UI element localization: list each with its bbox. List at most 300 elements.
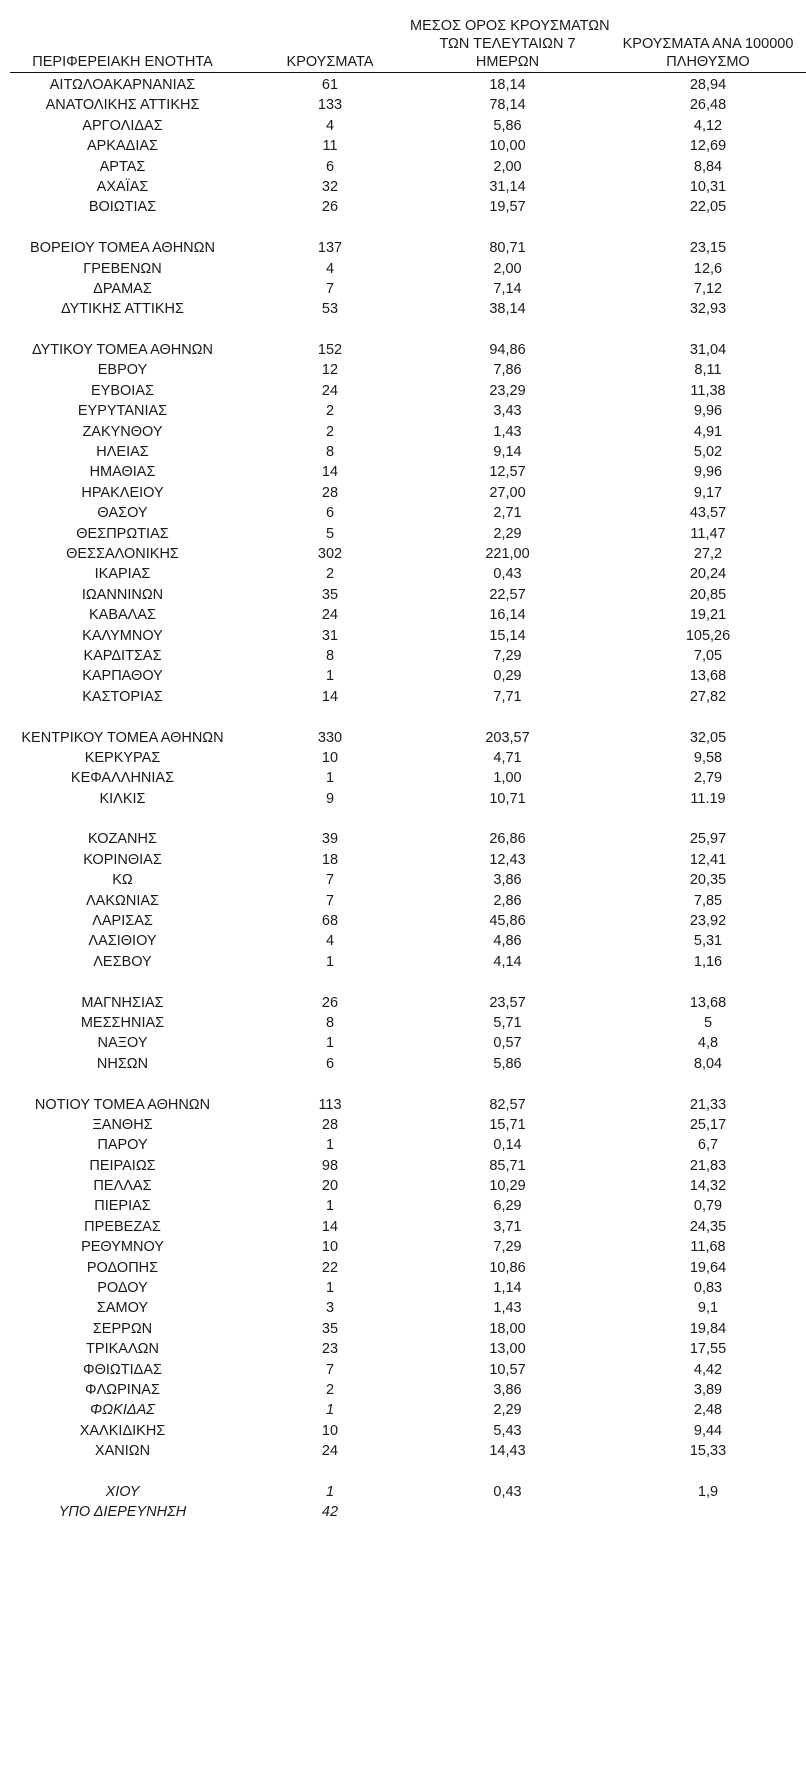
per-100000-cell: 15,33 bbox=[689, 1443, 727, 1460]
region-name-cell: ΚΑΡΔΙΤΣΑΣ bbox=[83, 647, 162, 664]
cases-cell: 4 bbox=[325, 933, 335, 950]
table-row bbox=[10, 1400, 806, 1420]
cases-cell: 1 bbox=[325, 668, 335, 685]
average-cell: 7,29 bbox=[493, 1239, 522, 1256]
cases-cell: 4 bbox=[325, 117, 335, 134]
table-row bbox=[10, 1380, 806, 1400]
cases-cell: 53 bbox=[321, 301, 339, 318]
cases-cell: 11 bbox=[322, 138, 338, 155]
per-100000-cell: 27,2 bbox=[693, 545, 723, 562]
table-row bbox=[10, 829, 806, 849]
cases-cell: 7 bbox=[325, 892, 335, 909]
cases-cell: 2 bbox=[325, 423, 335, 440]
table-row bbox=[10, 75, 806, 95]
region-name-cell: ΠΡΕΒΕΖΑΣ bbox=[84, 1218, 161, 1235]
cases-cell: 152 bbox=[317, 342, 343, 359]
region-name-cell: ΣΑΜΟΥ bbox=[96, 1300, 149, 1317]
table-row bbox=[10, 381, 806, 401]
cases-cell: 14 bbox=[321, 1218, 339, 1235]
per-100000-cell: 7,85 bbox=[693, 892, 723, 909]
region-name-cell: ΑΙΤΩΛΟΑΚΑΡΝΑΝΙΑΣ bbox=[49, 77, 196, 93]
per-100000-cell: 1,16 bbox=[693, 953, 723, 970]
region-name-cell: ΚΑΛΥΜΝΟΥ bbox=[82, 627, 163, 644]
table-row bbox=[10, 850, 806, 870]
header-cases bbox=[245, 53, 415, 71]
per-100000-cell: 28,94 bbox=[689, 77, 727, 93]
average-cell: 5,43 bbox=[493, 1422, 522, 1439]
region-name-cell: ΛΑΣΙΘΙΟΥ bbox=[88, 933, 157, 950]
per-100000-cell: 19,64 bbox=[689, 1259, 727, 1276]
table-row bbox=[10, 870, 806, 890]
average-cell: 45,86 bbox=[489, 913, 526, 930]
cases-cell: 8 bbox=[325, 444, 335, 461]
header-cases-label: ΚΡΟΥΣΜΑΤΑ bbox=[286, 54, 374, 70]
per-100000-cell: 10,31 bbox=[689, 178, 727, 195]
table-row bbox=[10, 1237, 806, 1257]
table-row bbox=[10, 197, 806, 217]
average-cell: 203,57 bbox=[485, 729, 530, 746]
header-per-100000 bbox=[608, 35, 806, 71]
per-100000-cell: 25,17 bbox=[689, 1116, 727, 1133]
cases-cell: 23 bbox=[321, 1341, 339, 1358]
cases-cell: 2 bbox=[325, 1382, 335, 1398]
table-row bbox=[10, 1339, 806, 1359]
table-row bbox=[10, 544, 806, 564]
average-cell: 38,14 bbox=[489, 301, 526, 318]
table-row bbox=[10, 442, 806, 462]
region-name-cell: ΙΩΑΝΝΙΝΩΝ bbox=[81, 586, 164, 603]
per-100000-cell: 7,12 bbox=[693, 280, 723, 297]
per-100000-cell: 6,7 bbox=[697, 1137, 719, 1154]
cases-cell: 7 bbox=[325, 872, 335, 889]
per-100000-cell: 9,96 bbox=[693, 464, 723, 481]
region-name-cell: ΜΕΣΣΗΝΙΑΣ bbox=[80, 1014, 165, 1031]
table-row bbox=[10, 360, 806, 380]
table-row bbox=[10, 177, 806, 197]
region-name-cell: ΦΩΚΙΔΑΣ bbox=[90, 1402, 155, 1419]
region-name-cell: ΑΝΑΤΟΛΙΚΗΣ ΑΤΤΙΚΗΣ bbox=[45, 97, 200, 114]
cases-cell: 9 bbox=[325, 790, 335, 807]
per-100000-cell: 13,68 bbox=[689, 994, 727, 1011]
average-cell: 0,43 bbox=[493, 1483, 522, 1500]
region-name-cell: ΘΕΣΣΑΛΟΝΙΚΗΣ bbox=[66, 545, 179, 562]
average-cell: 4,71 bbox=[493, 749, 522, 766]
average-cell: 14,43 bbox=[489, 1443, 526, 1460]
table-row bbox=[10, 931, 806, 951]
table-row bbox=[10, 157, 806, 177]
cases-cell: 1 bbox=[325, 1198, 335, 1215]
average-cell: 18,00 bbox=[489, 1320, 526, 1337]
per-100000-cell: 12,6 bbox=[693, 260, 723, 277]
cases-cell: 1 bbox=[325, 1035, 335, 1052]
region-name-cell: ΞΑΝΘΗΣ bbox=[92, 1116, 153, 1133]
table-row bbox=[10, 401, 806, 421]
table-row bbox=[10, 1095, 806, 1115]
table-row bbox=[10, 1421, 806, 1441]
table-row bbox=[10, 646, 806, 666]
header-region-label: ΠΕΡΙΦΕΡΕΙΑΚΗ ΕΝΟΤΗΤΑ bbox=[32, 54, 213, 70]
table-row bbox=[10, 789, 806, 809]
region-name-cell: ΚΩ bbox=[112, 872, 133, 889]
per-100000-cell: 23,15 bbox=[689, 240, 727, 257]
average-cell: 13,00 bbox=[489, 1341, 526, 1358]
table-row bbox=[10, 911, 806, 931]
average-cell: 16,14 bbox=[489, 607, 526, 624]
table-row bbox=[10, 993, 806, 1013]
cases-cell: 133 bbox=[317, 97, 343, 114]
table-row bbox=[10, 564, 806, 584]
region-name-cell: ΑΡΤΑΣ bbox=[99, 158, 146, 175]
cases-cell: 20 bbox=[321, 1178, 339, 1195]
per-100000-cell: 20,35 bbox=[689, 872, 727, 889]
region-name-cell: ΡΕΘΥΜΝΟΥ bbox=[81, 1239, 164, 1256]
table-row bbox=[10, 1196, 806, 1216]
average-cell: 10,57 bbox=[489, 1361, 526, 1378]
region-name-cell: ΠΑΡΟΥ bbox=[97, 1137, 148, 1154]
region-name-cell: ΝΗΣΩΝ bbox=[96, 1055, 149, 1072]
region-name-cell: ΚΕΡΚΥΡΑΣ bbox=[84, 749, 161, 766]
per-100000-cell: 8,11 bbox=[694, 362, 722, 379]
region-name-cell: ΤΡΙΚΑΛΩΝ bbox=[86, 1341, 159, 1358]
cases-cell: 26 bbox=[321, 994, 339, 1011]
per-100000-cell: 9,1 bbox=[697, 1300, 719, 1317]
region-name-cell: ΚΑΣΤΟΡΙΑΣ bbox=[82, 688, 163, 705]
header-avg-line3: ΗΜΕΡΩΝ bbox=[475, 54, 540, 70]
region-name-cell: ΧΑΛΚΙΔΙΚΗΣ bbox=[79, 1422, 166, 1439]
header-region bbox=[10, 53, 235, 71]
cases-cell: 14 bbox=[321, 464, 339, 481]
average-cell: 3,43 bbox=[493, 403, 522, 420]
average-cell: 5,71 bbox=[493, 1014, 522, 1031]
average-cell: 0,57 bbox=[493, 1035, 522, 1052]
cases-cell: 4 bbox=[325, 260, 335, 277]
per-100000-cell: 11,38 bbox=[690, 382, 726, 399]
region-name-cell: ΔΥΤΙΚΗΣ ΑΤΤΙΚΗΣ bbox=[61, 301, 184, 318]
region-name-cell: ΠΕΛΛΑΣ bbox=[93, 1178, 152, 1195]
per-100000-cell: 23,92 bbox=[689, 913, 727, 930]
region-name-cell: ΝΑΞΟΥ bbox=[97, 1035, 148, 1052]
cases-cell: 137 bbox=[317, 240, 343, 257]
average-cell: 3,86 bbox=[493, 872, 522, 889]
header-per-line2: ΠΛΗΘΥΣΜΟ bbox=[666, 54, 750, 70]
average-cell: 10,71 bbox=[489, 790, 526, 807]
average-cell: 22,57 bbox=[489, 586, 526, 603]
table-row bbox=[10, 1176, 806, 1196]
average-cell: 2,00 bbox=[493, 158, 522, 175]
cases-cell: 68 bbox=[321, 913, 339, 930]
average-cell: 19,57 bbox=[489, 199, 526, 216]
table-row bbox=[10, 1217, 806, 1237]
per-100000-cell: 7,05 bbox=[693, 647, 723, 664]
table-row bbox=[10, 1033, 806, 1053]
average-cell: 12,57 bbox=[489, 464, 526, 481]
region-name-cell: ΦΛΩΡΙΝΑΣ bbox=[85, 1382, 160, 1398]
region-name-cell: ΛΑΡΙΣΑΣ bbox=[92, 913, 153, 930]
region-name-cell: ΗΡΑΚΛΕΙΟΥ bbox=[81, 484, 164, 501]
per-100000-cell: 1,9 bbox=[697, 1483, 719, 1500]
table-row bbox=[10, 952, 806, 972]
table-row bbox=[10, 1441, 806, 1461]
cases-cell: 10 bbox=[321, 1422, 339, 1439]
average-cell: 221,00 bbox=[485, 545, 530, 562]
table-row bbox=[10, 891, 806, 911]
cases-cell: 28 bbox=[321, 484, 339, 501]
average-cell: 0,43 bbox=[493, 566, 522, 583]
region-name-cell: ΑΡΚΑΔΙΑΣ bbox=[86, 138, 159, 155]
average-cell: 2,71 bbox=[493, 505, 522, 522]
cases-cell: 31 bbox=[321, 627, 339, 644]
cases-cell: 3 bbox=[325, 1300, 335, 1317]
table-row bbox=[10, 1319, 806, 1339]
average-cell: 0,29 bbox=[493, 668, 522, 685]
per-100000-cell: 105,26 bbox=[685, 627, 731, 644]
table-row bbox=[10, 259, 806, 279]
average-cell: 2,00 bbox=[493, 260, 522, 277]
region-name-cell: ΔΥΤΙΚΟΥ ΤΟΜΕΑ ΑΘΗΝΩΝ bbox=[31, 342, 213, 359]
region-name-cell: ΙΚΑΡΙΑΣ bbox=[94, 566, 151, 583]
average-cell: 5,86 bbox=[493, 117, 522, 134]
per-100000-cell: 26,48 bbox=[689, 97, 727, 114]
average-cell: 15,71 bbox=[489, 1116, 526, 1133]
per-100000-cell: 24,35 bbox=[689, 1218, 727, 1235]
cases-cell: 330 bbox=[317, 729, 343, 746]
table-row bbox=[10, 136, 806, 156]
region-name-cell: ΒΟΙΩΤΙΑΣ bbox=[88, 199, 157, 216]
region-name-cell: ΧΑΝΙΩΝ bbox=[94, 1443, 151, 1460]
table-row bbox=[10, 340, 806, 360]
table-row bbox=[10, 1502, 806, 1522]
table-row bbox=[10, 728, 806, 748]
per-100000-cell: 22,05 bbox=[689, 199, 727, 216]
average-cell: 6,29 bbox=[493, 1198, 522, 1215]
per-100000-cell: 17,55 bbox=[689, 1341, 727, 1358]
table-row bbox=[10, 116, 806, 136]
cases-cell: 24 bbox=[321, 1443, 339, 1460]
average-cell: 80,71 bbox=[489, 240, 526, 257]
cases-cell: 98 bbox=[321, 1157, 339, 1174]
table-row bbox=[10, 605, 806, 625]
per-100000-cell: 8,84 bbox=[693, 158, 723, 175]
table-row bbox=[10, 1360, 806, 1380]
per-100000-cell: 4,91 bbox=[693, 423, 723, 440]
average-cell: 1,00 bbox=[493, 770, 522, 787]
average-cell: 1,14 bbox=[493, 1280, 522, 1297]
per-100000-cell: 4,12 bbox=[693, 117, 723, 134]
average-cell: 82,57 bbox=[489, 1096, 526, 1113]
table-row bbox=[10, 666, 806, 686]
per-100000-cell: 9,96 bbox=[693, 403, 723, 420]
region-name-cell: ΜΑΓΝΗΣΙΑΣ bbox=[81, 994, 164, 1011]
region-name-cell: ΑΧΑΪΑΣ bbox=[96, 178, 149, 195]
region-name-cell: ΔΡΑΜΑΣ bbox=[93, 280, 152, 297]
table-row bbox=[10, 1013, 806, 1033]
average-cell: 2,29 bbox=[493, 525, 522, 542]
average-cell: 7,71 bbox=[493, 688, 522, 705]
table-row bbox=[10, 1135, 806, 1155]
table-row bbox=[10, 1278, 806, 1298]
per-100000-cell: 4,42 bbox=[693, 1361, 723, 1378]
cases-cell: 26 bbox=[321, 199, 339, 216]
average-cell: 5,86 bbox=[493, 1055, 522, 1072]
header-7day-average bbox=[410, 17, 610, 71]
region-name-cell: ΕΒΡΟΥ bbox=[97, 362, 148, 379]
per-100000-cell: 9,44 bbox=[693, 1422, 723, 1439]
region-name-cell: ΚΕΝΤΡΙΚΟΥ ΤΟΜΕΑ ΑΘΗΝΩΝ bbox=[21, 729, 224, 746]
cases-cell: 1 bbox=[325, 1483, 335, 1500]
average-cell: 23,57 bbox=[489, 994, 526, 1011]
cases-cell: 1 bbox=[325, 1280, 335, 1297]
region-name-cell: ΛΑΚΩΝΙΑΣ bbox=[85, 892, 159, 909]
average-cell: 7,14 bbox=[493, 280, 522, 297]
cases-cell: 24 bbox=[321, 382, 339, 399]
region-name-cell: ΛΕΣΒΟΥ bbox=[93, 953, 152, 970]
cases-cell: 18 bbox=[321, 851, 339, 868]
average-cell: 18,14 bbox=[489, 77, 526, 93]
per-100000-cell: 14,32 bbox=[689, 1178, 727, 1195]
table-row bbox=[10, 585, 806, 605]
average-cell: 1,43 bbox=[493, 423, 522, 440]
table-row bbox=[10, 626, 806, 646]
region-name-cell: ΗΛΕΙΑΣ bbox=[96, 444, 149, 461]
average-cell: 4,86 bbox=[493, 933, 522, 950]
cases-table bbox=[10, 12, 806, 1523]
average-cell: 2,86 bbox=[493, 892, 522, 909]
region-name-cell: ΘΕΣΠΡΩΤΙΑΣ bbox=[76, 525, 169, 542]
cases-cell: 113 bbox=[318, 1096, 342, 1113]
per-100000-cell: 0,83 bbox=[693, 1280, 723, 1297]
average-cell: 10,29 bbox=[489, 1178, 526, 1195]
per-100000-cell: 13,68 bbox=[689, 668, 727, 685]
table-row bbox=[10, 768, 806, 788]
per-100000-cell: 20,85 bbox=[689, 586, 727, 603]
per-100000-cell: 12,69 bbox=[689, 138, 727, 155]
cases-cell: 22 bbox=[321, 1259, 339, 1276]
region-name-cell: ΕΥΒΟΙΑΣ bbox=[91, 382, 154, 399]
table-row bbox=[10, 1258, 806, 1278]
per-100000-cell: 5,02 bbox=[693, 444, 723, 461]
average-cell: 0,14 bbox=[493, 1137, 522, 1154]
header-per-line1: ΚΡΟΥΣΜΑΤΑ ΑΝΑ 100000 bbox=[622, 36, 794, 52]
table-row bbox=[10, 1156, 806, 1176]
cases-cell: 1 bbox=[325, 770, 335, 787]
average-cell: 23,29 bbox=[489, 382, 526, 399]
region-name-cell: ΚΕΦΑΛΛΗΝΙΑΣ bbox=[70, 770, 175, 787]
table-row bbox=[10, 462, 806, 482]
cases-cell: 6 bbox=[325, 1055, 335, 1072]
table-row bbox=[10, 279, 806, 299]
average-cell: 9,14 bbox=[493, 444, 522, 461]
cases-cell: 35 bbox=[321, 586, 339, 603]
table-row bbox=[10, 503, 806, 523]
per-100000-cell: 20,24 bbox=[689, 566, 727, 583]
region-name-cell: ΑΡΓΟΛΙΔΑΣ bbox=[82, 117, 163, 134]
per-100000-cell: 11,47 bbox=[690, 525, 726, 542]
cases-cell: 7 bbox=[325, 280, 335, 297]
average-cell: 1,43 bbox=[493, 1300, 522, 1317]
cases-cell: 5 bbox=[325, 525, 335, 542]
average-cell: 7,29 bbox=[493, 647, 522, 664]
region-name-cell: ΚΟΡΙΝΘΙΑΣ bbox=[83, 851, 162, 868]
average-cell: 12,43 bbox=[489, 851, 526, 868]
table-row bbox=[10, 1482, 806, 1502]
table-header bbox=[10, 12, 806, 73]
cases-cell: 7 bbox=[325, 1361, 335, 1378]
per-100000-cell: 8,04 bbox=[693, 1055, 723, 1072]
table-body bbox=[10, 75, 806, 1523]
per-100000-cell: 19,21 bbox=[689, 607, 727, 624]
average-cell: 3,71 bbox=[493, 1218, 522, 1235]
per-100000-cell: 19,84 bbox=[689, 1320, 727, 1337]
cases-cell: 8 bbox=[325, 647, 335, 664]
average-cell: 31,14 bbox=[489, 178, 526, 195]
cases-cell: 61 bbox=[321, 77, 339, 93]
cases-cell: 8 bbox=[325, 1014, 335, 1031]
per-100000-cell: 27,82 bbox=[689, 688, 727, 705]
region-name-cell: ΚΟΖΑΝΗΣ bbox=[88, 831, 157, 848]
per-100000-cell: 5 bbox=[703, 1014, 713, 1031]
cases-cell: 2 bbox=[325, 566, 335, 583]
table-row bbox=[10, 524, 806, 544]
header-avg-line2: ΤΩΝ ΤΕΛΕΥΤΑΙΩΝ 7 bbox=[439, 36, 576, 52]
average-cell: 2,29 bbox=[493, 1402, 522, 1419]
per-100000-cell: 12,41 bbox=[689, 851, 727, 868]
region-name-cell: ΧΙΟΥ bbox=[105, 1483, 140, 1500]
cases-cell: 1 bbox=[325, 1402, 335, 1419]
region-name-cell: ΝΟΤΙΟΥ ΤΟΜΕΑ ΑΘΗΝΩΝ bbox=[34, 1096, 211, 1113]
per-100000-cell: 2,79 bbox=[693, 770, 723, 787]
table-row bbox=[10, 95, 806, 115]
cases-cell: 24 bbox=[321, 607, 339, 624]
cases-cell: 14 bbox=[321, 688, 339, 705]
cases-cell: 6 bbox=[325, 505, 335, 522]
per-100000-cell: 21,33 bbox=[689, 1096, 727, 1113]
per-100000-cell: 0,79 bbox=[693, 1198, 723, 1215]
per-100000-cell: 9,17 bbox=[693, 484, 723, 501]
cases-cell: 39 bbox=[321, 831, 339, 848]
cases-cell: 35 bbox=[321, 1320, 339, 1337]
per-100000-cell: 31,04 bbox=[689, 342, 727, 359]
cases-cell: 10 bbox=[321, 749, 339, 766]
cases-cell: 1 bbox=[325, 1137, 335, 1154]
per-100000-cell: 21,83 bbox=[689, 1157, 727, 1174]
table-row bbox=[10, 687, 806, 707]
region-name-cell: ΣΕΡΡΩΝ bbox=[92, 1320, 153, 1337]
region-name-cell: ΓΡΕΒΕΝΩΝ bbox=[83, 260, 162, 277]
average-cell: 26,86 bbox=[489, 831, 526, 848]
region-name-cell: ΚΑΡΠΑΘΟΥ bbox=[82, 668, 163, 685]
region-name-cell: ΦΘΙΩΤΙΔΑΣ bbox=[83, 1361, 162, 1378]
average-cell: 10,86 bbox=[489, 1259, 526, 1276]
table-row bbox=[10, 1298, 806, 1318]
cases-cell: 32 bbox=[321, 178, 339, 195]
per-100000-cell: 32,05 bbox=[689, 729, 727, 746]
per-100000-cell: 2,48 bbox=[693, 1402, 723, 1419]
cases-cell: 302 bbox=[317, 545, 343, 562]
header-avg-line1: ΜΕΣΟΣ ΟΡΟΣ ΚΡΟΥΣΜΑΤΩΝ bbox=[410, 18, 610, 34]
region-name-cell: ΘΑΣΟΥ bbox=[97, 505, 148, 522]
average-cell: 85,71 bbox=[489, 1157, 526, 1174]
region-name-cell: ΗΜΑΘΙΑΣ bbox=[89, 464, 156, 481]
table-row bbox=[10, 483, 806, 503]
cases-cell: 12 bbox=[321, 362, 339, 379]
region-name-cell: ΚΙΛΚΙΣ bbox=[99, 790, 146, 807]
per-100000-cell: 9,58 bbox=[693, 749, 723, 766]
cases-cell: 6 bbox=[325, 158, 335, 175]
average-cell: 27,00 bbox=[489, 484, 526, 501]
cases-cell: 28 bbox=[321, 1116, 339, 1133]
average-cell: 78,14 bbox=[489, 97, 526, 114]
region-name-cell: ΡΟΔΟΥ bbox=[97, 1280, 148, 1297]
